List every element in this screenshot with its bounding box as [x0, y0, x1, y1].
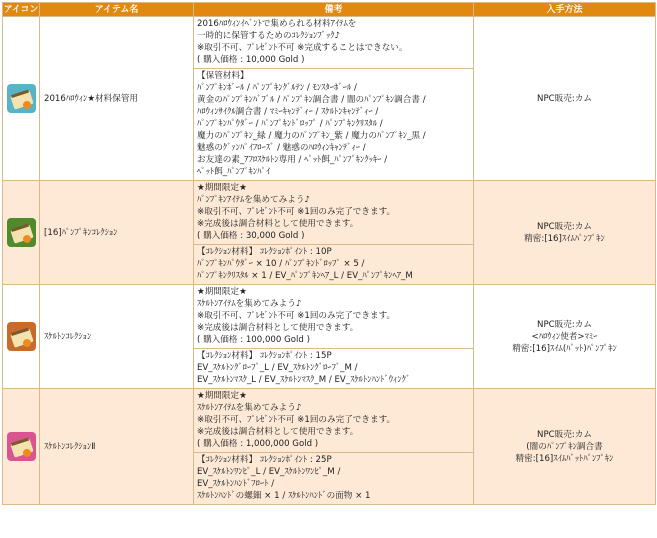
- skeleton-collection-2-book-icon: [6, 431, 37, 462]
- materials-line: EV_ｽｹﾙﾄﾝﾏｽｸ_L / EV_ｽｹﾙﾄﾝﾏｽｸ_M / EV_ｽｹﾙﾄﾝﾊﾝﾄﾞｳｨﾝｸﾞ: [197, 375, 411, 385]
- materials-line: 黄金のﾊﾟﾝﾌﾟｷﾝﾊﾞﾌﾞﾙ / ﾊﾟﾝﾌﾟｷﾝ調合書 / 闇のﾊﾟﾝﾌﾟｷﾝ調合書 /: [197, 95, 426, 105]
- halloween-storage-book-icon: [6, 83, 37, 114]
- materials-line: ﾊﾛｳｨﾝｻｲｸﾙ調合書 / ﾏﾐｰｷｬﾝﾃﾞｨｰ / ｽｹﾙﾄﾝｷｬﾝﾃﾞｨｰ /: [197, 107, 379, 117]
- acquisition-line: NPC販売:カム: [537, 221, 592, 232]
- item-name: ｽｹﾙﾄﾝｺﾚｸｼｮﾝ: [40, 285, 194, 389]
- acquisition-method: [474, 285, 656, 389]
- description-line: 一時的に保管するためのｺﾚｸｼｮﾝﾌﾞｯｸ♪: [197, 31, 340, 41]
- item-icon-cell: [3, 285, 40, 389]
- materials-line: 【ｺﾚｸｼｮﾝ材料】 ｺﾚｸｼｮﾝﾎﾟｲﾝﾄ : 10P: [197, 247, 332, 257]
- table-row: [3, 389, 656, 453]
- header-item-name: アイテム名: [40, 3, 194, 17]
- acquisition-method: [474, 17, 656, 181]
- description-line: ※完成後は調合材料として使用できます。: [197, 427, 359, 437]
- description-line: ★期間限定★: [197, 287, 247, 297]
- materials-line: 【ｺﾚｸｼｮﾝ材料】 ｺﾚｸｼｮﾝﾎﾟｲﾝﾄ : 15P: [197, 351, 332, 361]
- description-line: ※取引不可、ﾌﾟﾚｾﾞﾝﾄ不可 ※1回のみ完了できます。: [197, 415, 396, 425]
- item-description: [194, 389, 474, 453]
- item-description: [194, 181, 474, 245]
- materials-line: 魅惑のｸﾞｧﾝﾊﾟｲﾌﾛｰｽﾞ / 魅惑のﾊﾛｳｨﾝｷｬﾝﾃﾞｨｰ /: [197, 143, 366, 153]
- item-table-container: [2, 2, 656, 505]
- item-icon-cell: [3, 17, 40, 181]
- materials-line: EV_ｽｹﾙﾄﾝｸﾞﾛｰﾌﾞ_L / EV_ｽｹﾙﾄﾝｸﾞﾛｰﾌﾞ_M /: [197, 363, 358, 373]
- description-line: ｽｹﾙﾄﾝｱｲﾃﾑを集めてみよう♪: [197, 299, 302, 309]
- table-body: [3, 17, 656, 505]
- item-icon-cell: [3, 389, 40, 505]
- materials-line: ﾊﾟﾝﾌﾟｷﾝﾊﾟｳﾀﾞｰ × 10 / ﾊﾟﾝﾌﾟｷﾝﾄﾞﾛｯﾌﾟ × 5 /: [197, 259, 365, 269]
- acquisition-line: 精密:[16]ｽｲﾑﾊﾟﾝﾌﾟｷﾝ: [524, 233, 605, 244]
- materials-line: ﾊﾟﾝﾌﾟｷﾝﾊﾟｳﾀﾞｰ / ﾊﾟﾝﾌﾟｷﾝﾄﾞﾛｯﾌﾟ / ﾊﾟﾝﾌﾟｷﾝｸﾘｽﾀﾙ /: [197, 119, 383, 129]
- materials-line: 【ｺﾚｸｼｮﾝ材料】 ｺﾚｸｼｮﾝﾎﾟｲﾝﾄ : 25P: [197, 455, 332, 465]
- item-icon-cell: [3, 181, 40, 285]
- item-materials: [194, 349, 474, 389]
- acquisition-line: <ﾊﾛｳｨﾝ使者>ﾏﾐｰ: [531, 331, 598, 342]
- materials-line: 魔力のﾊﾟﾝﾌﾟｷﾝ_緑 / 魔力のﾊﾟﾝﾌﾟｷﾝ_紫 / 魔力のﾊﾟﾝﾌﾟｷﾝ_黒 /: [197, 131, 426, 141]
- description-line: 2016ﾊﾛｳｨﾝｲﾍﾞﾝﾄで集められる材料ｱｲﾃﾑを: [197, 19, 357, 29]
- table-row: [3, 181, 656, 245]
- description-line: ( 購入価格 : 10,000 Gold ): [197, 55, 305, 65]
- table-row: [3, 285, 656, 349]
- item-materials: [194, 453, 474, 505]
- description-line: ※取引不可、ﾌﾟﾚｾﾞﾝﾄ不可 ※1回のみ完了できます。: [197, 207, 396, 217]
- acquisition-method: [474, 181, 656, 285]
- acquisition-line: 精密:[16]ｽｲﾑﾊﾞｯﾄﾊﾟﾝﾌﾟｷﾝ: [515, 453, 614, 464]
- item-name: 2016ﾊﾛｳｨﾝ★材料保管用: [40, 17, 194, 181]
- description-line: ※完成後は調合材料として使用できます。: [197, 323, 359, 333]
- description-line: ★期間限定★: [197, 183, 247, 193]
- materials-line: 【保管材料】: [197, 71, 249, 81]
- description-line: ( 購入価格 : 1,000,000 Gold ): [197, 439, 319, 449]
- materials-line: ｽｹﾙﾄﾝﾊﾝﾄﾞの螺鈿 × 1 / ｽｹﾙﾄﾝﾊﾝﾄﾞの面物 × 1: [197, 491, 371, 501]
- skeleton-collection-book-icon: [6, 321, 37, 352]
- item-table: [2, 2, 656, 505]
- description-line: ★期間限定★: [197, 391, 247, 401]
- acquisition-line: NPC販売:カム: [537, 429, 592, 440]
- materials-line: お友達の素_ｱﾌﾛｽｹﾙﾄﾝ専用 / ﾍﾟｯﾄ餌_ﾊﾟﾝﾌﾟｷﾝｸｯｷｰ /: [197, 155, 388, 165]
- description-line: ( 購入価格 : 30,000 Gold ): [197, 231, 305, 241]
- materials-line: ﾊﾟﾝﾌﾟｷﾝｸﾘｽﾀﾙ × 1 / EV_ﾊﾟﾝﾌﾟｷﾝﾍｱ_L / EV_ﾊﾟﾝﾌﾟｷﾝﾍｱ_M: [197, 271, 413, 281]
- acquisition-line: NPC販売:カム: [537, 93, 592, 104]
- description-line: ﾊﾟﾝﾌﾟｷﾝｱｲﾃﾑを集めてみよう♪: [197, 195, 310, 205]
- materials-line: ﾊﾟﾝﾌﾟｷﾝﾎﾞｰﾙ / ﾊﾟﾝﾌﾟｷﾝｸﾞﾙﾃﾝ / ﾓﾝｽﾀｰﾎﾞｰﾙ /: [197, 83, 357, 93]
- header-notes: 備考: [194, 3, 474, 17]
- header-acquisition: 入手方法: [474, 3, 656, 17]
- materials-line: EV_ｽｹﾙﾄﾝﾊﾝﾄﾞﾌﾛｰﾄ /: [197, 479, 275, 489]
- item-description: [194, 17, 474, 69]
- acquisition-line: NPC販売:カム: [537, 319, 592, 330]
- table-row: [3, 17, 656, 69]
- item-materials: [194, 245, 474, 285]
- description-line: ※完成後は調合材料として使用できます。: [197, 219, 359, 229]
- description-line: ※取引不可、ﾌﾟﾚｾﾞﾝﾄ不可 ※1回のみ完了できます。: [197, 311, 396, 321]
- materials-line: EV_ｽｹﾙﾄﾝﾜﾝﾋﾟ_L / EV_ｽｹﾙﾄﾝﾜﾝﾋﾟ_M /: [197, 467, 341, 477]
- item-materials: [194, 69, 474, 181]
- item-name: [16]ﾊﾟﾝﾌﾟｷﾝｺﾚｸｼｮﾝ: [40, 181, 194, 285]
- header-icon: アイコン: [3, 4, 39, 15]
- acquisition-method: [474, 389, 656, 505]
- acquisition-line: 精密:[16]ｽｲﾑ(ﾊﾞｯﾄ)ﾊﾟﾝﾌﾟｷﾝ: [512, 343, 617, 354]
- pumpkin-collection-book-icon: [6, 217, 37, 248]
- acquisition-line: (闇のﾊﾟﾝﾌﾟｷﾝ調合書: [526, 441, 603, 452]
- description-line: ※取引不可、ﾌﾟﾚｾﾞﾝﾄ不可 ※完成することはできない。: [197, 43, 408, 53]
- item-name: ｽｹﾙﾄﾝｺﾚｸｼｮﾝⅡ: [40, 389, 194, 505]
- description-line: ｽｹﾙﾄﾝｱｲﾃﾑを集めてみよう♪: [197, 403, 302, 413]
- header-row: [3, 3, 656, 17]
- item-description: [194, 285, 474, 349]
- materials-line: ﾍﾟｯﾄ餌_ﾊﾟﾝﾌﾟｷﾝﾊﾟｲ: [197, 167, 271, 177]
- description-line: ( 購入価格 : 100,000 Gold ): [197, 335, 310, 345]
